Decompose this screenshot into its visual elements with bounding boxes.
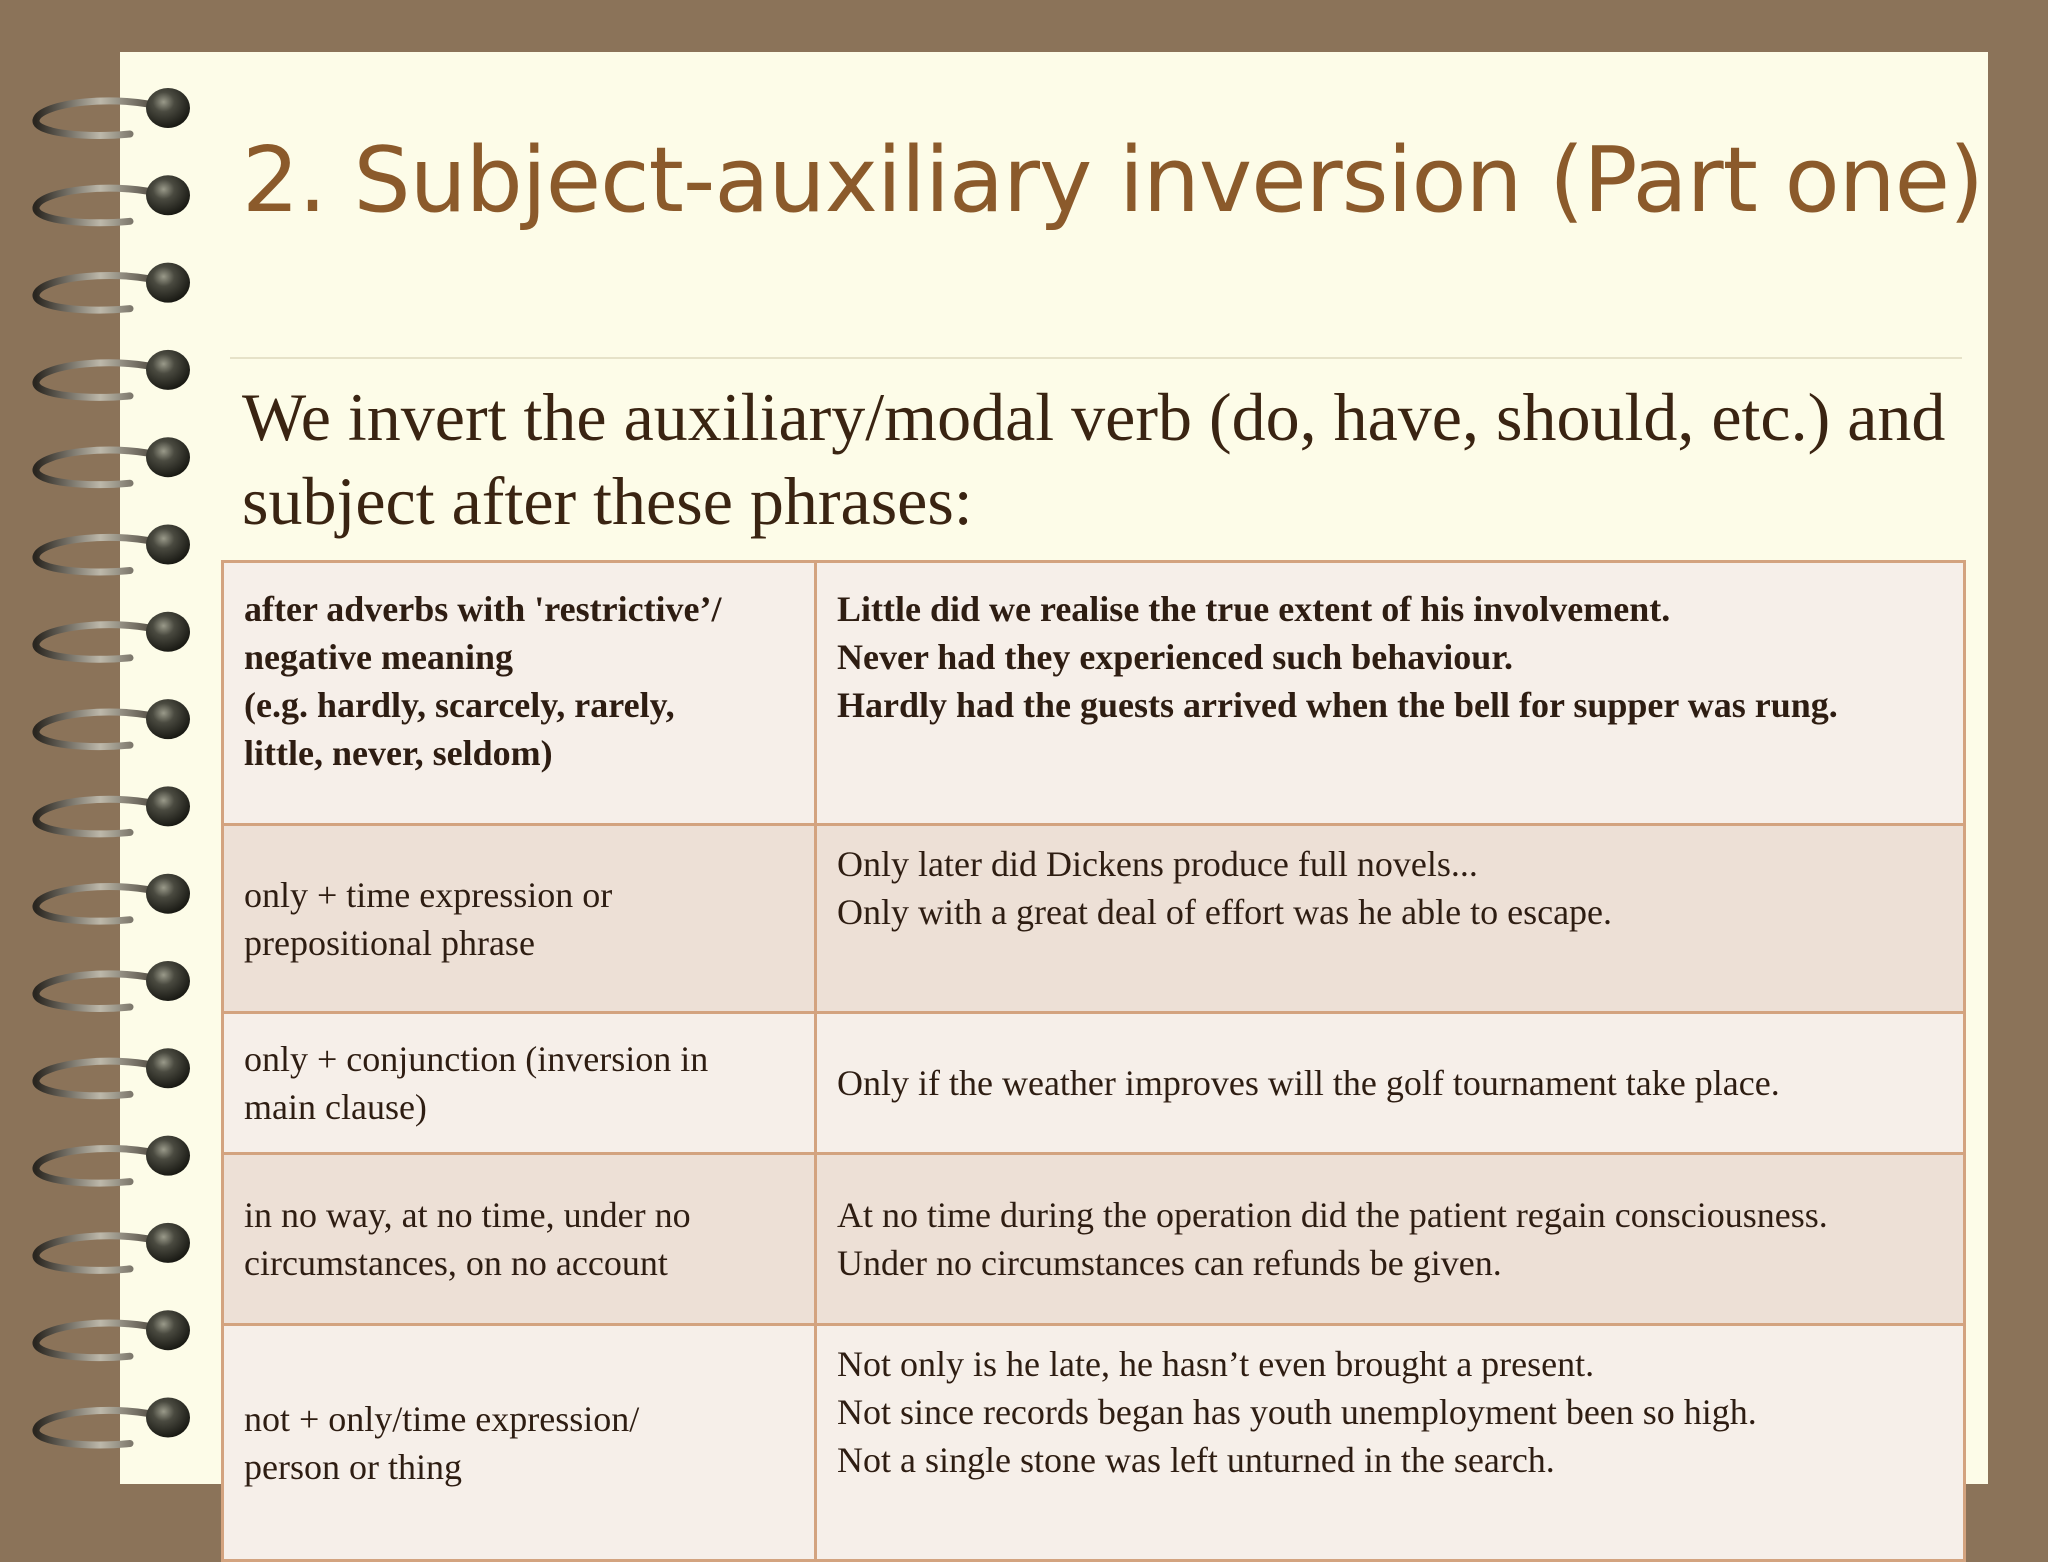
spiral-wire	[36, 799, 165, 834]
example-line: Only if the weather improves will the golf tournament take place.	[837, 1063, 1780, 1103]
example-line: Little did we realise the true extent of his involvement.	[837, 589, 1671, 629]
spiral-hole	[146, 1398, 190, 1438]
spiral-wire	[36, 625, 165, 660]
phrase-cell	[223, 825, 816, 1013]
slide-title: 2. Subject-auxiliary inversion (Part one)	[242, 128, 1984, 233]
phrase-line: negative meaning	[244, 637, 513, 677]
spiral-wire	[36, 1410, 165, 1445]
spiral-hole	[146, 525, 190, 565]
spiral-wire	[36, 1148, 165, 1183]
spiral-ring	[36, 525, 190, 572]
spiral-hole	[146, 1310, 190, 1350]
table-row	[223, 1154, 1965, 1325]
spiral-ring	[36, 350, 190, 397]
example-line: Hardly had the guests arrived when the bell for supper was rung.	[837, 685, 1838, 725]
spiral-wire	[36, 537, 165, 572]
spiral-ring	[36, 437, 190, 484]
example-line: At no time during the operation did the patient regain consciousness.	[837, 1195, 1828, 1235]
spiral-ring	[36, 175, 190, 222]
phrase-line: after adverbs with 'restrictive’/	[244, 589, 722, 629]
spiral-hole	[146, 612, 190, 652]
spiral-hole	[146, 786, 190, 826]
table-row	[223, 825, 1965, 1013]
spiral-wire	[36, 1236, 165, 1271]
spiral-ring	[36, 1310, 190, 1357]
example-line: Not since records began has youth unemployment been so high.	[837, 1392, 1757, 1432]
intro-text: We invert the auxiliary/modal verb (do, have, should, etc.) and subject after these phrases:	[242, 379, 1946, 539]
phrase-cell	[223, 1325, 816, 1561]
spiral-wire	[36, 1061, 165, 1096]
spiral-ring	[36, 1398, 190, 1445]
phrase-line: circumstances, on no account	[244, 1243, 668, 1283]
spiral-hole	[146, 1136, 190, 1176]
spiral-hole	[146, 1223, 190, 1263]
spiral-ring	[36, 874, 190, 921]
phrase-line: in no way, at no time, under no	[244, 1195, 691, 1235]
phrase-line: main clause)	[244, 1087, 427, 1127]
example-line: Never had they experienced such behaviour.	[837, 637, 1514, 677]
example-cell	[816, 1154, 1965, 1325]
spiral-hole	[146, 961, 190, 1001]
example-cell	[816, 562, 1965, 825]
example-line: Only with a great deal of effort was he able to escape.	[837, 892, 1613, 932]
title-divider	[230, 357, 1962, 359]
phrase-cell	[223, 562, 816, 825]
spiral-hole	[146, 350, 190, 390]
example-line: Not only is he late, he hasn’t even brought a present.	[837, 1344, 1595, 1384]
example-cell	[816, 1325, 1965, 1561]
example-cell	[816, 1013, 1965, 1154]
spiral-wire	[36, 712, 165, 747]
spiral-ring	[36, 786, 190, 833]
spiral-wire	[36, 1323, 165, 1358]
table-row	[223, 1325, 1965, 1561]
spiral-ring	[36, 1048, 190, 1095]
inversion-table	[221, 560, 1966, 1562]
spiral-wire	[36, 101, 165, 136]
phrase-line: only + time expression or	[244, 874, 613, 915]
example-line: Not a single stone was left unturned in the search.	[837, 1440, 1555, 1480]
table-row	[223, 562, 1965, 825]
spiral-hole	[146, 437, 190, 477]
spiral-ring	[36, 263, 190, 310]
spiral-ring	[36, 699, 190, 746]
example-cell	[816, 825, 1965, 1013]
spiral-ring	[36, 612, 190, 659]
spiral-hole	[146, 88, 190, 128]
spiral-hole	[146, 699, 190, 739]
spiral-hole	[146, 175, 190, 215]
table-row	[223, 1013, 1965, 1154]
example-line: Only later did Dickens produce full novels...	[837, 844, 1478, 884]
spiral-ring	[36, 1223, 190, 1270]
spiral-hole	[146, 1048, 190, 1088]
phrase-line: person or thing	[244, 1446, 462, 1487]
phrase-line: (e.g. hardly, scarcely, rarely,	[244, 685, 675, 725]
phrase-line: only + conjunction (inversion in	[244, 1039, 709, 1079]
phrase-cell	[223, 1154, 816, 1325]
spiral-binding	[0, 0, 220, 1536]
example-line: Under no circumstances can refunds be given.	[837, 1243, 1502, 1283]
phrase-line: not + only/time expression/	[244, 1398, 640, 1439]
spiral-ring	[36, 88, 190, 135]
spiral-ring	[36, 1136, 190, 1183]
spiral-wire	[36, 974, 165, 1009]
spiral-hole	[146, 263, 190, 303]
spiral-ring	[36, 961, 190, 1008]
phrase-line: prepositional phrase	[244, 922, 535, 963]
spiral-wire	[36, 450, 165, 485]
spiral-wire	[36, 275, 165, 310]
spiral-hole	[146, 874, 190, 914]
spiral-wire	[36, 887, 165, 922]
spiral-wire	[36, 188, 165, 223]
phrase-cell	[223, 1013, 816, 1154]
phrase-line: little, never, seldom)	[244, 733, 553, 773]
spiral-wire	[36, 363, 165, 398]
